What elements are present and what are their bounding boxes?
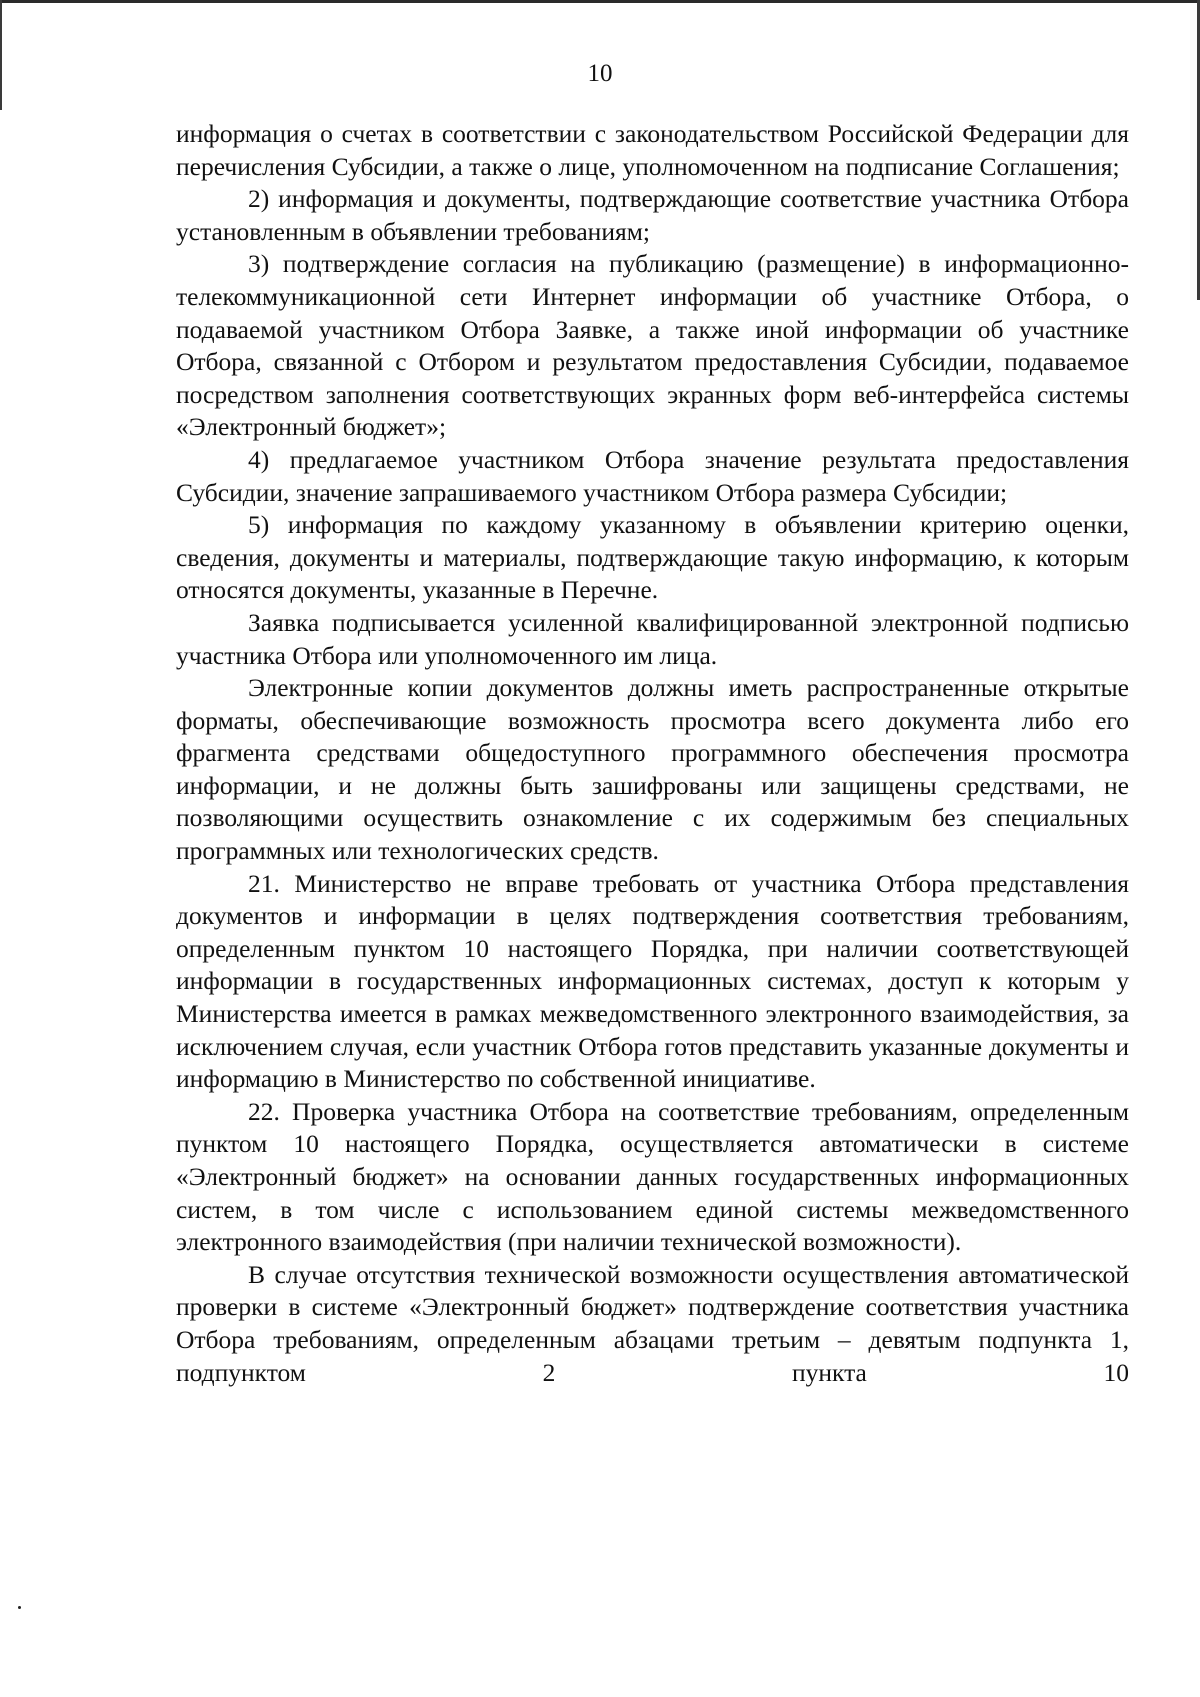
paragraph: 2) информация и документы, подтверждающие соответствие участника Отбора установленным в объявлении требованиям; (176, 184, 1129, 246)
paragraph: информация о счетах в соответствии с законодательством Российской Федерации для перечисления Субсидии, а также о лице, уполномоченном на подписание Соглашения; (176, 119, 1129, 181)
paragraph: 3) подтверждение согласия на публикацию (размещение) в информационно-телекоммуникационной сети Интернет информации об участнике Отбора, о подаваемой участником Отбора Заявке, а также иной информации об участнике Отбора, связанной с Отбором и результатом предоставления Субсидии, подаваемое посредством заполнения соответствующих экранных форм веб-интерфейса системы «Электронный бюджет»; (176, 249, 1129, 442)
scan-edge-top (0, 0, 1200, 3)
paragraph: Заявка подписывается усиленной квалифицированной электронной подписью участника Отбора или уполномоченного им лица. (176, 607, 1129, 670)
scan-edge-left (0, 0, 2, 110)
paragraph: 21. Министерство не вправе требовать от участника Отбора представления документов и информации в целях подтверждения соответствия требованиям, определенным пунктом 10 настоящего Порядка, при наличии соответствующей информации в государственных информационных системах, доступ к которым у Министерства имеется в рамках межведомственного электронного взаимодействия, за исключением случая, если участник Отбора готов представить указанные документы и информацию в Министерство по собственной инициативе. (176, 868, 1129, 1094)
page-number: 10 (587, 60, 613, 87)
document-body (176, 118, 1129, 1389)
paragraph: В случае отсутствия технической возможности осуществления автоматической проверки в системе «Электронный бюджет» подтверждение соответствия участника Отбора требованиям, определенным абзацами третьим – девятым подпункта 1, подпунктом 2 пункта 10 (176, 1259, 1129, 1387)
scan-speck (18, 1606, 21, 1609)
paragraph: Электронные копии документов должны иметь распространенные открытые форматы, обеспечивающие возможность просмотра всего документа либо его фрагмента средствами общедоступного программного обеспечения просмотра информации, и не должны быть зашифрованы или защищены средствами, не позволяющими осуществить ознакомление с их содержимым без специальных программных или технологических средств. (176, 673, 1129, 866)
paragraph: 5) информация по каждому указанному в объявлении критерию оценки, сведения, документы и материалы, подтверждающие такую информацию, к которым относятся документы, указанные в Перечне. (176, 510, 1129, 605)
paragraph: 22. Проверка участника Отбора на соответствие требованиям, определенным пунктом 10 настоящего Порядка, осуществляется автоматически в системе «Электронный бюджет» на основании данных государственных информационных систем, в том числе с использованием единой системы межведомственного электронного взаимодействия (при наличии технической возможности). (176, 1096, 1129, 1257)
paragraph: 4) предлагаемое участником Отбора значение результата предоставления Субсидии, значение запрашиваемого участником Отбора размера Субсидии; (176, 444, 1129, 507)
